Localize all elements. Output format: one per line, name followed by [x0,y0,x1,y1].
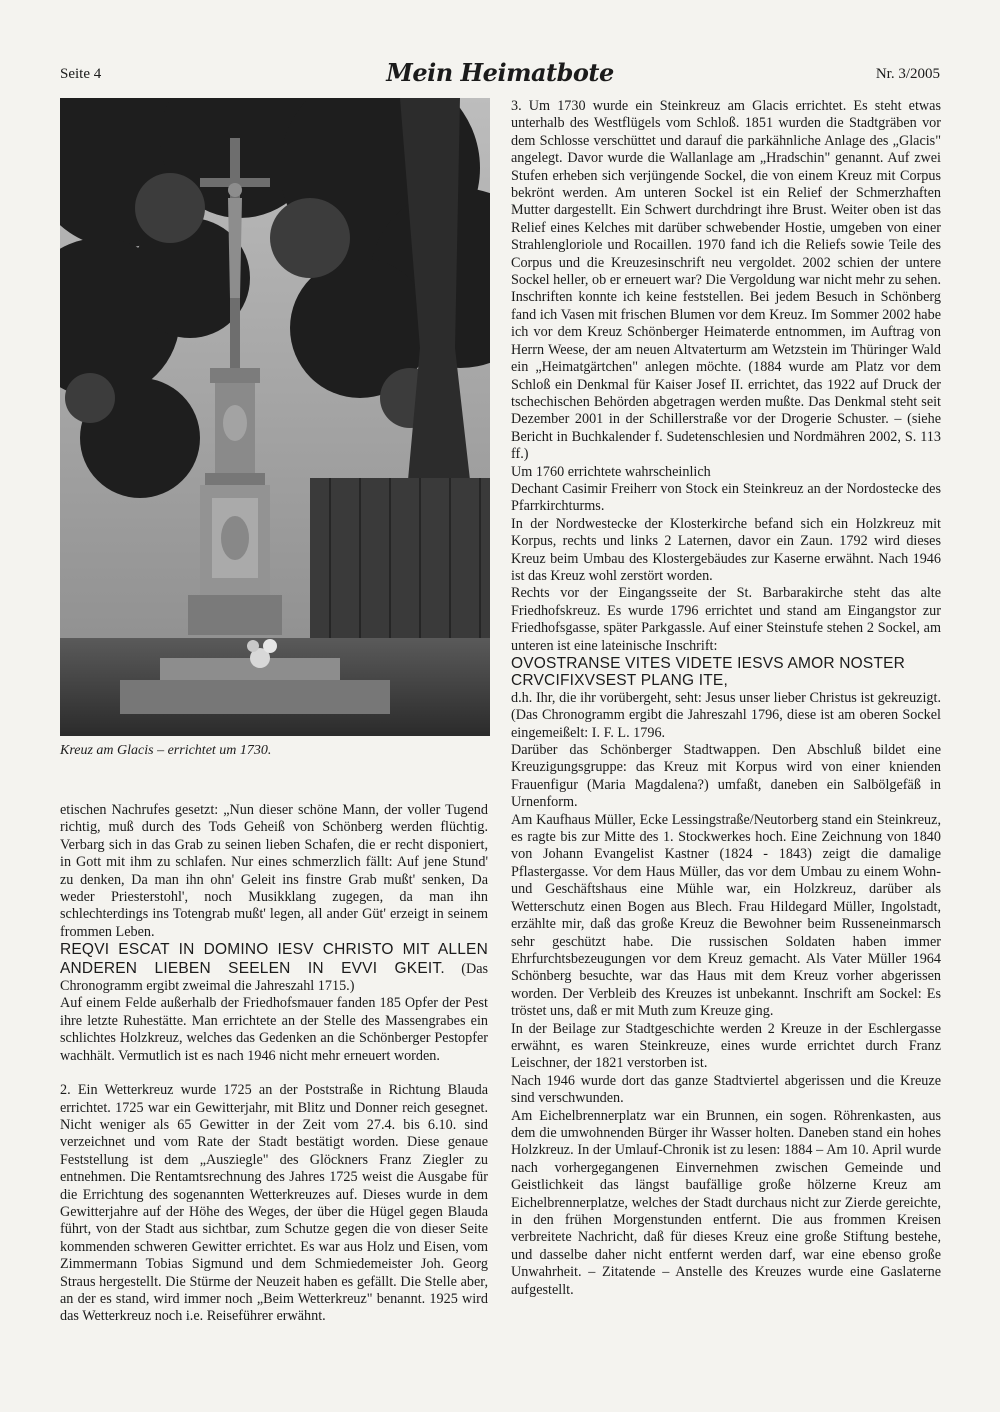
photo-caption: Kreuz am Glacis – errichtet um 1730. [60,743,272,758]
left-column [60,802,488,1326]
page-header [60,60,940,90]
issue-number: Nr. 3/2005 [875,66,940,82]
page-number: Seite 4 [60,66,102,82]
photo-stone-cross [60,98,490,736]
paragraph: Dechant Casimir Freiherr von Stock ein Steinkreuz an der Nordostecke des Pfarrkirchturms. [511,480,941,515]
paragraph: In der Beilage zur Stadtgeschichte werden 2 Kreuze in der Eschlergasse erwähnt, es waren Steinkreuze, eines wurde errichtet durch Franz Leischner, der 1821 verstorben ist. [511,1020,941,1072]
paragraph: Rechts vor der Eingangsseite der St. Barbarakirche steht das alte Friedhofskreuz. Es wurde 1796 errichtet und stand am Eingangstor zur Friedhofsgasse, später Parkgassle. Auf einer Steinstufe stehen 2 Sockel, am unteren ist eine lateinische Inschrift: [511,585,941,654]
paragraph: Am Eichelbrennerplatz war ein Brunnen, ein sogen. Röhrenkasten, aus dem die umwohnenden Bürger ihr Wasser holten. Daneben stand ein hohes Holzkreuz. In der Umlauf-Chronik ist zu lesen: 1884 – Am 10. April wurde nach vorhergegangenen Einvernehmen zwischen Gemeinde und Geistlichkeit das längst baufällige große hölzerne Kreuz am Eichelbrennerplatze, welches der Stadt durchaus nicht zur Zierde gereichte, in den frühen Morgenstunden entfernt. Die aus frommen Kreisen verbreitete Nachricht, daß für dieses Kreuz eine große Stiftung bestehe, und dasselbe daher nicht entfernt werden darf, war eine ebenso große Unwahrheit. – Zitatende – Anstelle des Kreuzes wurde eine Gaslaterne aufgestellt. [511,1107,941,1298]
paragraph-spacer [60,1065,488,1082]
chronogram-note: (Das Chronogramm ergibt zweimal die Jahreszahl 1715.) [60,960,489,995]
latin-inscription: OVOSTRANSE VITES VIDETE IESVS AMOR NOSTER CRVCIFIXVSEST PLANG ITE, [511,655,906,690]
paragraph: Nach 1946 wurde dort das ganze Stadtviertel abgerissen und die Kreuze sind verschwunden. [511,1072,941,1107]
chronogram-inscription: REQVI ESCAT IN DOMINO IESV CHRISTO MIT ALLEN ANDEREN LIEBEN SEELEN IN EVVI GKEIT. [60,941,488,977]
paragraph: Auf einem Felde außerhalb der Friedhofsmauer fanden 185 Opfer der Pest ihre letzte Ruhestätte. Man errichtete an der Stelle des Massengrabes ein schlichtes Holzkreuz, welches das Gedenken an die Schönberger Pestopfer wachhält. Vermutlich ist es nach 1946 nicht mehr erneuert worden. [60,995,488,1064]
paragraph: In der Nordwestecke der Klosterkirche befand sich ein Holzkreuz mit Korpus, rechts und links 2 Laternen, davor ein Zaun. 1792 wird dieses Kreuz beim Umbau des Klostergebäudes zur Kaserne erwähnt. Nach 1946 ist das Kreuz wohl zerstört worden. [511,515,941,584]
right-column [511,98,941,1299]
paragraph: d.h. Ihr, die ihr vorübergeht, seht: Jesus unser lieber Christus ist gekreuzigt. (Das Chronogramm ergibt die Jahreszahl 1796, diese ist am oberen Sockel eingemeißelt: I. F. L. 1796. [511,689,941,741]
paragraph: Um 1760 errichtete wahrscheinlich [511,463,711,480]
cross-photo-illustration [60,98,490,736]
paragraph: 2. Ein Wetterkreuz wurde 1725 an der Poststraße in Richtung Blauda errichtet. 1725 war ein Gewitterjahr, mit Blitz und Donner reich gesegnet. Nicht weniger als 65 Gewitter in der Zeit vom 27.4. bis 6.10. sind verzeichnet und vom Rate der Stadt bestätigt worden. Diese genaue Feststellung ist dem „Ausziegle" des Glöckners Franz Ziegler zu entnehmen. Die Rentamtsrechnung des Jahres 1725 weist die Ausgabe für die Errichtung des sogenannten Wetterkreuzes auf. Dieses wurde in dem Gewitterjahre auf der Höhe des Weges, der über die Hügel gegen Blauda führt, von der Stadt aus sichtbar, zum Schutze gegen die von dieser Seite kommenden schweren Gewitter errichtet. Es war aus Holz und Eisen, vom Zimmermann Tobias Sigmund und dem Schmiedemeister Joh. Georg Straus hergestellt. Die Stürme der Neuzeit haben es gefällt. Die Stelle aber, an der es stand, wird immer noch „Beim Wetterkreuz" benannt. 1925 wird das Wetterkreuz noch i.e. Reiseführer erwähnt. [60,1082,488,1325]
paragraph: etischen Nachrufes gesetzt: „Nun dieser schöne Mann, der voller Tugend richtig, muß durch des Tods Geheiß von Schönberg werden flüchtig. Verbarg sich in das Grab zu seinen lieben Schafen, die er recht disponiert, in Gott mit ihm zu schlafen. Nur eines schmerzlich fällt: Auf jene Stund' zu denken, Da man ihn ohn' Geleit ins finstre Grab mußt' senken, Da weder Priesterstohl', noch Musikklang zugegen, da man ihn schlechterdings ins Totengrab mußt' legen, all ander Güt' erzeigt in seinem frommen Leben. [60,802,488,940]
masthead-title: Mein Heimatbote [386,58,614,87]
paragraph: Darüber das Schönberger Stadtwappen. Den Abschluß bildet eine Kreuzigungsgruppe: das Kreuz mit Korpus wird von einer knienden Frauenfigur (Maria Magdalena?) umfaßt, daneben ein Salbölgefäß in Urnenform. [511,742,941,811]
paragraph: Am Kaufhaus Müller, Ecke Lessingstraße/Neutorberg stand ein Steinkreuz, es ragte bis zur Mitte des 1. Stockwerkes hoch. Eine Zeichnung von 1840 von Johann Evangelist Kastner (1824 - 1843) zeigt die damalige Pflastergasse. Vor dem Haus Müller, das vor dem Umbau zu einem Wohn- und Geschäftshaus eine Mühle war, ein Holzkreuz, darüber als Wetterschutz einen Bogen aus Blech. Frau Hildegard Müller, Ingolstadt, erzählte mir, daß das große Kreuz die Bewohner beim Russeneinmarsch sehr geschützt habe. Die russischen Soldaten haben immer Ehrfurchtsbezeugungen vor dem Kreuz gemacht. Als Vater Müller 1964 Schönberg besuchte, war das Haus mit dem Kreuz vorher abgerissen worden. Der Verbleib des Kreuzes ist unbekannt. Inschrift am Sockel: Es tröstet uns, daß er mit Muth zum Kreuze ging. [511,811,941,1020]
paragraph: 3. Um 1730 wurde ein Steinkreuz am Glacis errichtet. Es steht etwas unterhalb des Westflügels vom Schloß. 1851 wurden die Stadtgräben vor dem Schlosse verschüttet und darauf die parkähnliche Anlage des „Glacis" angelegt. Davor wurde die Wallanlage am „Hradschin" genannt. Auf zwei Stufen erheben sich verjüngende Sockel, die von einem Kreuz mit Corpus bekrönt werden. Am unteren Sockel ist ein Relief der Schmerzhaften Mutter dargestellt. Ein Schwert durchdringt ihre Brust. Weiter oben ist das Relief eines Kelches mit darüber schwebender Hostie, umgeben von einer Strahlengloriole und Rocaillen. 1970 fand ich die Reliefs sowie Teile des Corpus und die Kreuzesinschrift neu vergoldet. 2002 schien der untere Sockel heller, ob er erneuert war? Die Vergoldung war nicht mehr zu sehen. Inschriften konnte ich keine feststellen. Bei jedem Besuch in Schönberg fand ich Vasen mit frischen Blumen vor dem Kreuz. Im Sommer 2002 habe ich vor dem Kreuz Schönberger Heimaterde entnommen, im Auftrag von Herrn Weese, der am neuen Altvaterturm am Wetzstein im Thüringer Wald ein „Heimatgärtchen" anlegen möchte. (1884 wurde am Platz vor dem Schloß ein Denkmal für Kaiser Josef II. errichtet, das 1922 auf Druck der tschechischen Behörden abgetragen werden mußte. Das Denkmal steht seit Dezember 2001 in der Schillerstraße vor der Drogerie Schuster. – (siehe Bericht in Buchkalender f. Sudetenschlesien und Nordmähren 2002, S. 113 ff.) [511,98,941,463]
chronogram-paragraph [60,941,488,995]
